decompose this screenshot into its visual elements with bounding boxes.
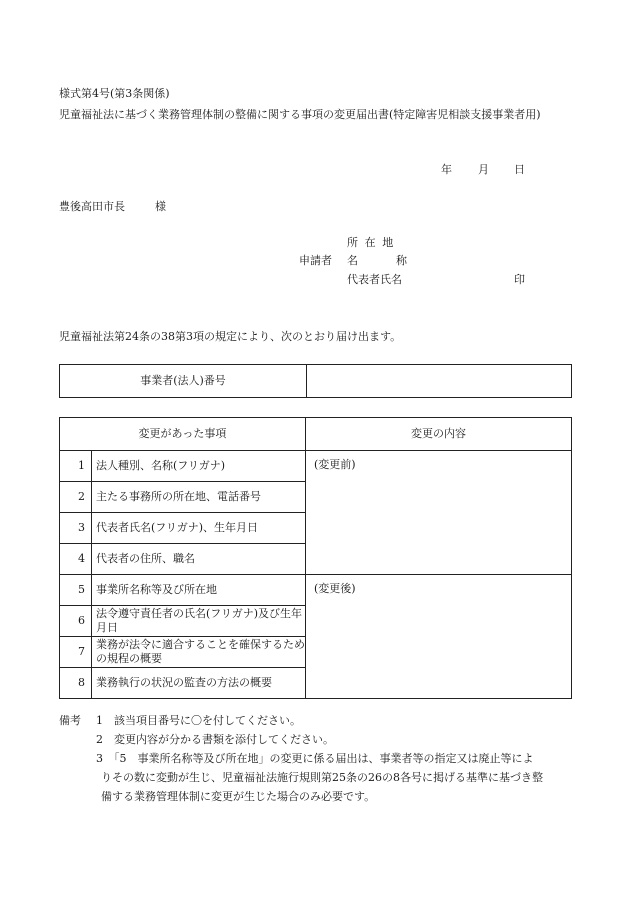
applicant-label: 申請者 — [299, 254, 332, 267]
business-number-table — [59, 364, 572, 398]
row-number[interactable]: 1 — [60, 451, 92, 482]
header-changed-items: 変更があった事項 — [60, 418, 306, 451]
row-number[interactable]: 7 — [60, 637, 92, 668]
after-change-label: (変更後) — [314, 582, 356, 595]
representative-label: 代表者氏名 — [347, 273, 402, 286]
name-label-part-2: 称 — [396, 254, 407, 267]
date-month-label: 月 — [478, 163, 489, 176]
row-number[interactable]: 8 — [60, 668, 92, 699]
name-label-part-1: 名 — [347, 254, 358, 267]
date-day-label: 日 — [514, 163, 525, 176]
row-item: 法人種別、名称(フリガナ) — [92, 451, 306, 482]
notes-heading: 備考 — [59, 714, 81, 727]
name-label — [347, 253, 407, 269]
row-number[interactable]: 4 — [60, 544, 92, 575]
changes-table — [59, 417, 572, 699]
row-item: 業務が法令に適合することを確保するための規程の概要 — [92, 637, 306, 668]
seal-mark: 印 — [514, 273, 525, 286]
note-item-continuation: りその数に変動が生じ、児童福祉法施行規則第25条の26の8各号に掲げる基準に基づき整 — [101, 771, 543, 784]
before-change-cell[interactable] — [306, 451, 572, 575]
row-number[interactable]: 2 — [60, 482, 92, 513]
note-item: 1 該当項目番号に〇を付してください。 — [96, 714, 301, 727]
addressee-name: 豊後高田市長 — [59, 200, 125, 213]
document-title: 児童福祉法に基づく業務管理体制の整備に関する事項の変更届出書(特定障害児相談支援事業者用) — [59, 108, 541, 121]
header-change-content: 変更の内容 — [306, 418, 572, 451]
business-number-field[interactable] — [307, 365, 572, 398]
address-label: 所在地 — [347, 236, 400, 249]
row-item: 代表者の住所、職名 — [92, 544, 306, 575]
row-item: 事業所名称等及び所在地 — [92, 575, 306, 606]
business-number-label: 事業者(法人)番号 — [60, 365, 307, 398]
body-text: 児童福祉法第24条の38第3項の規定により、次のとおり届け出ます。 — [59, 330, 402, 343]
note-item-continuation: 備する業務管理体制に変更が生じた場合のみ必要です。 — [101, 790, 376, 803]
before-change-label: (変更前) — [314, 458, 356, 471]
row-item: 代表者氏名(フリガナ)、生年月日 — [92, 513, 306, 544]
date-year-label: 年 — [441, 163, 452, 176]
row-number[interactable]: 5 — [60, 575, 92, 606]
row-number[interactable]: 6 — [60, 606, 92, 637]
note-item: 3 「5 事業所名称等及び所在地」の変更に係る届出は、事業者等の指定又は廃止等によ — [96, 752, 534, 765]
row-item: 業務執行の状況の監査の方法の概要 — [92, 668, 306, 699]
row-item: 主たる事務所の所在地、電話番号 — [92, 482, 306, 513]
row-number[interactable]: 3 — [60, 513, 92, 544]
note-item: 2 変更内容が分かる書類を添付してください。 — [96, 733, 334, 746]
row-item: 法令遵守責任者の氏名(フリガナ)及び生年月日 — [92, 606, 306, 637]
form-number: 様式第4号(第3条関係) — [59, 87, 170, 100]
addressee-honorific: 様 — [155, 200, 166, 213]
after-change-cell[interactable] — [306, 575, 572, 699]
